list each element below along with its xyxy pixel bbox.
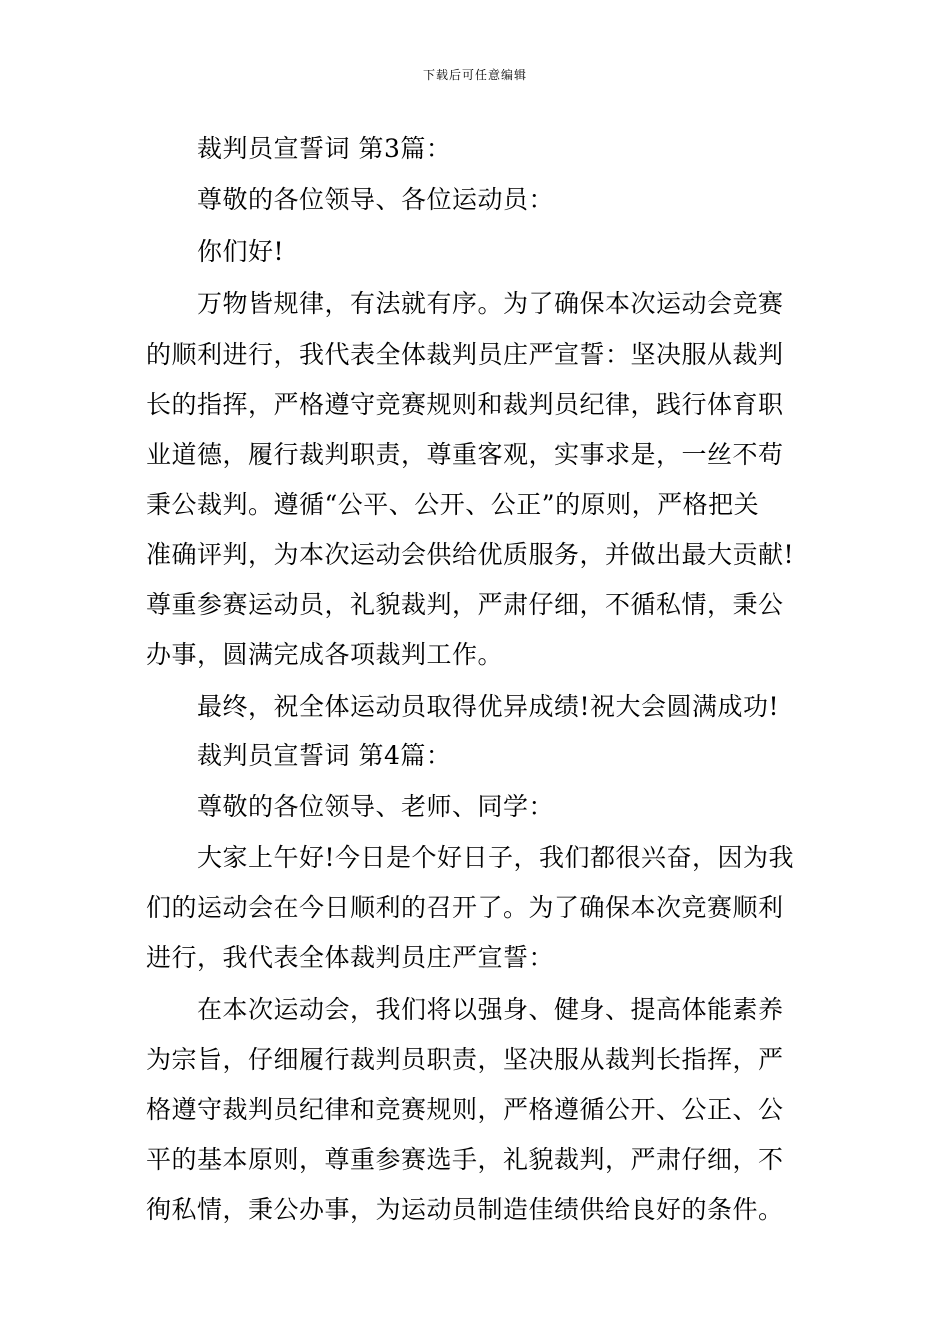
paragraph-line: 长的指挥，严格遵守竞赛规则和裁判员纪律，践行体育职 bbox=[146, 390, 784, 419]
paragraph-line: 徇私情，秉公办事，为运动员制造佳绩供给良好的条件。 bbox=[146, 1195, 784, 1224]
paragraph-line: 大家上午好!今日是个好日子，我们都很兴奋，因为我 bbox=[197, 843, 795, 872]
paragraph-line: 进行，我代表全体裁判员庄严宣誓： bbox=[146, 943, 555, 972]
paragraph-line: 业道德，履行裁判职责，尊重客观，实事求是，一丝不苟 bbox=[146, 440, 784, 469]
paragraph-line: 格遵守裁判员纪律和竞赛规则，严格遵循公开、公正、公 bbox=[146, 1095, 784, 1124]
salutation: 尊敬的各位领导、老师、同学： bbox=[197, 792, 555, 821]
paragraph-line: 万物皆规律，有法就有序。为了确保本次运动会竞赛 bbox=[197, 289, 784, 318]
paragraph-line: 为宗旨，仔细履行裁判员职责，坚决服从裁判长指挥，严 bbox=[146, 1045, 784, 1074]
paragraph-line: 在本次运动会，我们将以强身、健身、提高体能素养 bbox=[197, 995, 784, 1024]
paragraph-line: 准确评判，为本次运动会供给优质服务，并做出最大贡献! bbox=[146, 540, 795, 569]
paragraph-line: 平的基本原则，尊重参赛选手，礼貌裁判，严肃仔细，不 bbox=[146, 1145, 784, 1174]
paragraph-line: 秉公裁判。遵循“公平、公开、公正”的原则，严格把关 bbox=[146, 490, 760, 519]
greeting: 你们好! bbox=[197, 237, 285, 266]
paragraph-line: 们的运动会在今日顺利的召开了。为了确保本次竞赛顺利 bbox=[146, 893, 784, 922]
section-title: 裁判员宣誓词 第3篇： bbox=[197, 134, 452, 163]
paragraph-line: 尊重参赛运动员，礼貌裁判，严肃仔细，不循私情，秉公 bbox=[146, 590, 784, 619]
paragraph-line: 的顺利进行，我代表全体裁判员庄严宣誓：坚决服从裁判 bbox=[146, 340, 784, 369]
section-title: 裁判员宣誓词 第4篇： bbox=[197, 741, 452, 770]
salutation: 尊敬的各位领导、各位运动员： bbox=[197, 185, 555, 214]
paragraph-line: 办事，圆满完成各项裁判工作。 bbox=[146, 640, 504, 669]
closing-line: 最终，祝全体运动员取得优异成绩!祝大会圆满成功! bbox=[197, 692, 780, 721]
page-header: 下载后可任意编辑 bbox=[422, 68, 527, 82]
